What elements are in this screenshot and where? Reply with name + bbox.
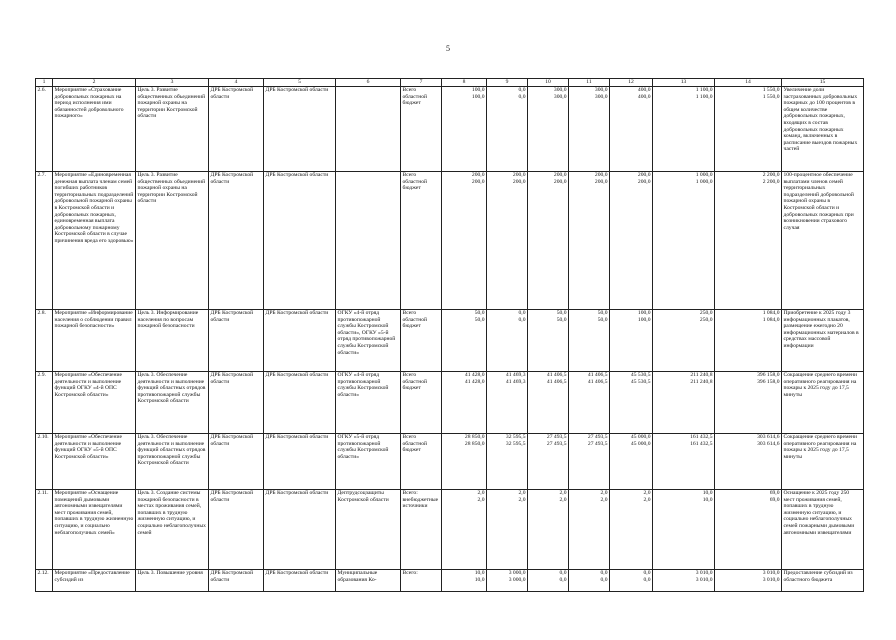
amount-value: 211 240,8 — [690, 378, 713, 385]
manager-cell: ДРБ Костромской области — [264, 490, 336, 570]
manager-cell: ДРБ Костромской области — [264, 87, 336, 172]
funding-source-label: областной бюджет — [402, 440, 427, 454]
amount-value: 50,0 — [474, 316, 485, 323]
amount-value: 2,0 — [600, 490, 608, 496]
amount-cell — [569, 87, 610, 172]
manager-cell: ДРБ Костромской области — [264, 372, 336, 434]
amount-value: 2,0 — [518, 496, 526, 503]
amount-value: 3 010,0 — [695, 570, 713, 576]
manager-cell: ДРБ Костромской области — [264, 172, 336, 310]
table-row — [36, 87, 864, 172]
amount-value: 2,0 — [643, 490, 651, 496]
amount-value: 27 493,5 — [546, 434, 567, 440]
amount-value: 3 010,0 — [695, 576, 713, 583]
funding-source-label: внебюджетные источники — [402, 496, 439, 510]
page-number: 5 — [446, 44, 450, 53]
amount-cell — [442, 490, 487, 570]
amount-value: 1 084,0 — [762, 316, 780, 323]
funding-source-label: областной бюджет — [402, 378, 427, 392]
amount-cell — [715, 490, 782, 570]
event-cell: Мероприятие «Оснащение помещений дымовыми автономными извещателями мест проживания семей, попавших в трудную жизненную ситуацию, и социально неблагополучных семей» — [53, 490, 136, 570]
executor-cell: ОГКУ «4-й отряд противопожарной службы Костромской области» — [336, 372, 401, 434]
result-cell: Сокращение среднего времени оперативного реагирования на пожары к 2025 году до 17,5 минуты — [782, 372, 864, 434]
amount-value: 200,0 — [553, 178, 567, 185]
amount-value: 0,0 — [600, 570, 608, 576]
amount-cell — [715, 172, 782, 310]
amount-cell — [653, 490, 715, 570]
funding-source-label: областной бюджет — [402, 178, 427, 192]
amount-cell — [442, 87, 487, 172]
amount-cell — [610, 490, 653, 570]
event-cell: Мероприятие «Обеспечение деятельности и выполнение функций ОГКУ «5-й ОПС Костромской области» — [53, 434, 136, 490]
amount-value: 41 406,5 — [546, 378, 567, 385]
executor-cell: Дептрудсоцзащиты Костромской области — [336, 490, 401, 570]
amount-cell — [715, 87, 782, 172]
amount-value: 1 000,0 — [695, 178, 713, 185]
amount-value: 0,0 — [643, 576, 651, 583]
amount-value: 200,0 — [594, 178, 608, 185]
amount-value: 2 200,0 — [762, 178, 780, 185]
amount-value: 1 084,0 — [762, 310, 780, 316]
amount-value: 0,0 — [559, 570, 567, 576]
amount-value: 0,0 — [518, 87, 526, 93]
table-row — [36, 490, 864, 570]
amount-cell — [610, 372, 653, 434]
amount-value: 300,0 — [553, 93, 567, 100]
amount-value: 3 000,0 — [508, 576, 526, 583]
customer-cell: ДРБ Костромской области — [209, 372, 264, 434]
amount-value: 100,0 — [637, 310, 651, 316]
amount-value: 161 432,5 — [690, 440, 713, 447]
amount-value: 69,0 — [769, 490, 780, 496]
amount-cell — [610, 310, 653, 372]
col-header: 1 — [36, 79, 53, 87]
amount-value: 200,0 — [637, 172, 651, 178]
amount-value: 1 550,0 — [762, 93, 780, 100]
amount-value: 200,0 — [512, 172, 526, 178]
col-header: 9 — [487, 79, 528, 87]
amount-value: 211 240,8 — [690, 372, 713, 378]
customer-cell: ДРБ Костромской области — [209, 87, 264, 172]
amount-value: 45 000,0 — [630, 440, 651, 447]
col-header: 11 — [569, 79, 610, 87]
amount-value: 41 469,3 — [505, 372, 526, 378]
event-cell: Мероприятие «Единовременная денежная выплата членам семей погибших работников территориальных подразделений добровольной пожарной охраны в Костромской области и добровольных пожарных, единовременная выплата добровольному пожарному Костромской области в случае причинения вреда его здоровью» — [53, 172, 136, 310]
col-header: 8 — [442, 79, 487, 87]
executor-cell: Муниципальные образования Ко- — [336, 570, 401, 592]
amount-cell — [569, 372, 610, 434]
source-cell — [401, 570, 442, 592]
funding-source-label: Всего: — [402, 490, 418, 496]
amount-value: 45 530,5 — [630, 372, 651, 378]
amount-cell — [569, 490, 610, 570]
amount-cell — [715, 310, 782, 372]
amount-cell — [528, 570, 569, 592]
manager-cell: ДРБ Костромской области — [264, 570, 336, 592]
amount-value: 0,0 — [518, 316, 526, 323]
amount-value: 3 010,0 — [762, 576, 780, 583]
amount-cell — [528, 87, 569, 172]
amount-cell — [653, 172, 715, 310]
amount-value: 0,0 — [600, 576, 608, 583]
customer-cell: ДРБ Костромской области — [209, 570, 264, 592]
customer-cell: ДРБ Костромской области — [209, 490, 264, 570]
amount-value: 10,0 — [474, 576, 485, 583]
amount-value: 300,0 — [594, 87, 608, 93]
col-header: 15 — [782, 79, 864, 87]
manager-cell: ДРБ Костромской области — [264, 434, 336, 490]
customer-cell: ДРБ Костромской области — [209, 172, 264, 310]
amount-cell — [569, 434, 610, 490]
amount-value: 41 428,0 — [464, 378, 485, 385]
amount-value: 303 614,6 — [757, 440, 780, 447]
amount-value: 100,0 — [637, 316, 651, 323]
col-header: 7 — [401, 79, 442, 87]
amount-value: 0,0 — [518, 93, 526, 100]
amount-value: 200,0 — [471, 178, 485, 185]
amount-cell — [715, 434, 782, 490]
amount-value: 200,0 — [594, 172, 608, 178]
col-header: 6 — [336, 79, 401, 87]
event-cell: Мероприятие «Обеспечение деятельности и выполнение функций ОГКУ «4-й ОПС Костромской области» — [53, 372, 136, 434]
amount-cell — [653, 310, 715, 372]
amount-value: 45 530,5 — [630, 378, 651, 385]
manager-cell: ДРБ Костромской области — [264, 310, 336, 372]
table-row — [36, 434, 864, 490]
funding-source-label: Всего — [402, 372, 417, 378]
amount-value: 50,0 — [556, 316, 567, 323]
amount-value: 1 100,0 — [695, 87, 713, 93]
amount-cell — [653, 434, 715, 490]
event-cell: Мероприятие «Информирование населения о соблюдении правил пожарной безопасности» — [53, 310, 136, 372]
amount-value: 10,0 — [702, 490, 713, 496]
row-number-cell: 2.6. — [36, 87, 53, 172]
event-cell: Мероприятие «Предоставление субсидий из — [53, 570, 136, 592]
table-row — [36, 372, 864, 434]
result-cell: Приобретение к 2025 году 3 информационных плакатов, размещение ежегодно 20 информационных материалов в средствах массовой информации — [782, 310, 864, 372]
amount-cell — [487, 490, 528, 570]
amount-value: 1 100,0 — [695, 93, 713, 100]
source-cell — [401, 87, 442, 172]
amount-cell — [715, 570, 782, 592]
amount-cell — [528, 310, 569, 372]
result-cell: Увеличение доли застрахованных добровольных пожарных до 100 процентов в общем количестве добровольных пожарных, входящих в состав добровольных пожарных команд, включенных в расписание выездов пожарных частей — [782, 87, 864, 172]
amount-value: 27 493,5 — [587, 440, 608, 447]
row-number-cell: 2.8. — [36, 310, 53, 372]
amount-value: 41 406,5 — [587, 378, 608, 385]
amount-value: 400,0 — [637, 93, 651, 100]
amount-cell — [528, 434, 569, 490]
amount-value: 2,0 — [477, 496, 485, 503]
goal-cell: Цель 3. Информирование населения по вопросам пожарной безопасности — [136, 310, 209, 372]
table-row — [36, 172, 864, 310]
executor-cell: ОГКУ «5-й отряд противопожарной службы Костромской области» — [336, 434, 401, 490]
amount-value: 2,0 — [643, 496, 651, 503]
amount-value: 100,0 — [471, 93, 485, 100]
amount-value: 0,0 — [643, 570, 651, 576]
goal-cell: Цель 3. Создание системы пожарной безопасности в местах проживания семей, попавших в трудную жизненную ситуацию, и социально неблагополучных семей — [136, 490, 209, 570]
amount-value: 2,0 — [559, 490, 567, 496]
result-cell: Оснащение к 2025 году 250 мест проживания семей, попавших в трудную жизненную ситуацию, и социально неблагополучных семей пожарными дымовыми автономными извещателями — [782, 490, 864, 570]
col-header: 13 — [653, 79, 715, 87]
funding-source-label: Всего — [402, 172, 417, 178]
amount-value: 1 550,0 — [762, 87, 780, 93]
amount-value: 100,0 — [471, 87, 485, 93]
result-cell: Предоставление субсидий из областного бюджета — [782, 570, 864, 592]
amount-value: 3 000,0 — [508, 570, 526, 576]
amount-value: 3 010,0 — [762, 570, 780, 576]
source-cell — [401, 490, 442, 570]
amount-value: 396 158,0 — [757, 378, 780, 385]
result-cell: 100-процентное обеспечение выплатами членов семей территориальных подразделений добровольной пожарной охраны в Костромской области и добровольных пожарных при возникновении страхового случая — [782, 172, 864, 310]
amount-cell — [442, 570, 487, 592]
col-header: 14 — [715, 79, 782, 87]
amount-cell — [442, 434, 487, 490]
row-number-cell: 2.12. — [36, 570, 53, 592]
amount-cell — [653, 372, 715, 434]
source-cell — [401, 310, 442, 372]
source-cell — [401, 434, 442, 490]
col-header: 12 — [610, 79, 653, 87]
customer-cell: ДРБ Костромской области — [209, 310, 264, 372]
customer-cell: ДРБ Костромской области — [209, 434, 264, 490]
amount-value: 69,0 — [769, 496, 780, 503]
table-row — [36, 570, 864, 592]
executor-cell: ОГКУ «4-й отряд противопожарной службы Костромской области», ОГКУ «5-й отряд противопожарной службы Костромской области» — [336, 310, 401, 372]
goal-cell: Цель 3. Развитие общественных объединений пожарной охраны на территории Костромской области — [136, 87, 209, 172]
amount-value: 27 493,5 — [546, 440, 567, 447]
amount-value: 2 200,0 — [762, 172, 780, 178]
amount-cell — [653, 570, 715, 592]
col-header: 5 — [264, 79, 336, 87]
amount-value: 0,0 — [518, 310, 526, 316]
row-number-cell: 2.7. — [36, 172, 53, 310]
amount-value: 27 493,5 — [587, 434, 608, 440]
event-cell: Мероприятие «Страхование добровольных пожарных на период исполнения ими обязанностей добровольного пожарного» — [53, 87, 136, 172]
amount-cell — [569, 570, 610, 592]
amount-value: 1 000,0 — [695, 172, 713, 178]
amount-cell — [610, 570, 653, 592]
row-number-cell: 2.9. — [36, 372, 53, 434]
col-header: 4 — [209, 79, 264, 87]
amount-value: 200,0 — [553, 172, 567, 178]
amount-cell — [715, 372, 782, 434]
source-cell — [401, 172, 442, 310]
amount-value: 400,0 — [637, 87, 651, 93]
source-cell — [401, 372, 442, 434]
amount-value: 41 406,5 — [587, 372, 608, 378]
amount-cell — [442, 172, 487, 310]
amount-cell — [487, 87, 528, 172]
amount-cell — [487, 310, 528, 372]
funding-source-label: областной бюджет — [402, 316, 427, 330]
amount-cell — [610, 87, 653, 172]
amount-value: 50,0 — [597, 310, 608, 316]
amount-value: 300,0 — [553, 87, 567, 93]
amount-value: 10,0 — [474, 570, 485, 576]
goal-cell: Цель 3. Обеспечение деятельности и выполнение функций областных отрядов противопожарной службы Костромской области — [136, 434, 209, 490]
amount-value: 161 432,5 — [690, 434, 713, 440]
funding-source-label: областной бюджет — [402, 93, 427, 107]
amount-value: 50,0 — [474, 310, 485, 316]
row-number-cell: 2.11. — [36, 490, 53, 570]
table-row — [36, 310, 864, 372]
row-number-cell: 2.10. — [36, 434, 53, 490]
amount-value: 41 469,3 — [505, 378, 526, 385]
amount-cell — [487, 372, 528, 434]
amount-value: 2,0 — [559, 496, 567, 503]
amount-value: 200,0 — [637, 178, 651, 185]
goal-cell: Цель 3. Развитие общественных объединений пожарной охраны на территории Костромской области — [136, 172, 209, 310]
amount-value: 2,0 — [477, 490, 485, 496]
goal-cell: Цель 3. Повышение уровня — [136, 570, 209, 592]
amount-cell — [442, 310, 487, 372]
funding-source-label: Всего — [402, 87, 417, 93]
amount-cell — [528, 172, 569, 310]
amount-cell — [528, 372, 569, 434]
amount-cell — [528, 490, 569, 570]
amount-cell — [569, 172, 610, 310]
amount-value: 41 406,5 — [546, 372, 567, 378]
col-header: 3 — [136, 79, 209, 87]
amount-value: 50,0 — [556, 310, 567, 316]
amount-cell — [442, 372, 487, 434]
funding-source-label: Всего — [402, 434, 417, 440]
program-table — [35, 78, 864, 592]
amount-cell — [487, 570, 528, 592]
funding-source-label: Всего — [402, 310, 417, 316]
amount-value: 300,0 — [594, 93, 608, 100]
col-header: 2 — [53, 79, 136, 87]
amount-value: 396 158,0 — [757, 372, 780, 378]
amount-value: 32 595,5 — [505, 440, 526, 447]
amount-value: 45 000,0 — [630, 434, 651, 440]
amount-value: 28 850,0 — [464, 440, 485, 447]
amount-value: 10,0 — [702, 496, 713, 503]
amount-value: 200,0 — [471, 172, 485, 178]
executor-cell — [336, 172, 401, 310]
executor-cell — [336, 87, 401, 172]
amount-cell — [487, 172, 528, 310]
column-number-row — [36, 79, 864, 87]
amount-cell — [653, 87, 715, 172]
amount-cell — [610, 434, 653, 490]
amount-value: 28 850,0 — [464, 434, 485, 440]
goal-cell: Цель 3. Обеспечение деятельности и выполнение функций областных отрядов противопожарной службы Костромской области — [136, 372, 209, 434]
amount-value: 250,0 — [699, 316, 713, 323]
amount-value: 200,0 — [512, 178, 526, 185]
amount-cell — [569, 310, 610, 372]
result-cell: Сокращение среднего времени оперативного реагирования на пожары к 2025 году до 17,5 минуты — [782, 434, 864, 490]
amount-value: 0,0 — [559, 576, 567, 583]
amount-cell — [487, 434, 528, 490]
amount-value: 2,0 — [518, 490, 526, 496]
amount-value: 2,0 — [600, 496, 608, 503]
funding-source-label: Всего: — [402, 570, 418, 576]
amount-value: 32 595,5 — [505, 434, 526, 440]
amount-cell — [610, 172, 653, 310]
col-header: 10 — [528, 79, 569, 87]
amount-value: 250,0 — [699, 310, 713, 316]
amount-value: 303 614,6 — [757, 434, 780, 440]
amount-value: 50,0 — [597, 316, 608, 323]
amount-value: 41 428,0 — [464, 372, 485, 378]
